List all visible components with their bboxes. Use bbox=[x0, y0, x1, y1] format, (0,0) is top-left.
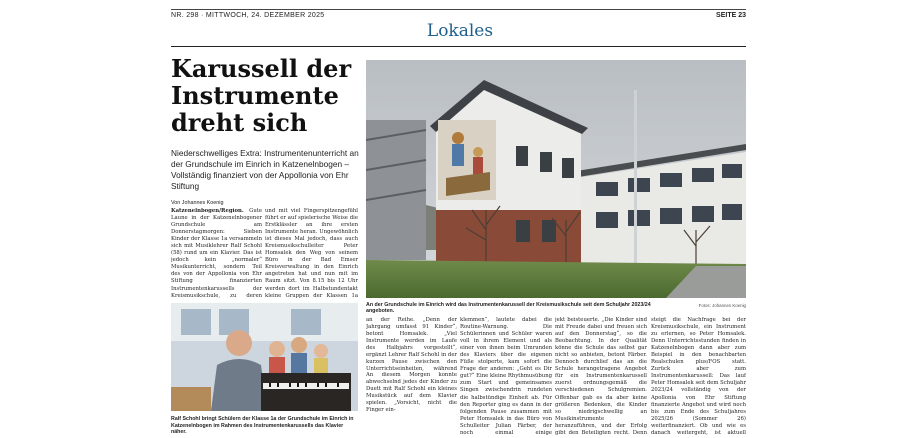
section-rule bbox=[171, 46, 746, 47]
main-photo-caption: An der Grundschule im Einrich wird das Instrumentenkarussell der Kreismusikschule seit dem Schuljahr 2023/24 angeboten. bbox=[366, 302, 651, 314]
body-text-1: Gute Laune in der Katzenelnbogener Grundschule am Donnerstagmorgen: Sieben Kinder der Klasse 1a versammeln sich mit Musiklehrer Ralf Schohl (58) rund um ein Klavier. Das ist jedoch kein „normaler“ Musikunterricht, sondern Teil des von der Appollonia von Ehr Stiftung finanzierten Instrumentenkarussells der Kreismusikschule, zu deren bbox=[171, 208, 262, 299]
school-building-photo bbox=[366, 60, 746, 298]
body-text-6: steigt die Nachfrage bei der Kreismusikschule, ein Instrument zu erlernen, so Peter Homsalek. Denn Unterrichtsstunden finden in Katzenelnbogen dann aber zum Beispiel in den benachbarten Realschulen plus/FOS statt. Zurück aber zum Instrumentenkarussell: Das lauf Peter Homsalek seit dem Schuljahr 2023/24 vollständig von der Apollonia von Ehr Stiftung finanzierte Angebot und wird noch bis zum Ende des Schuljahres 2025/26 (Sommer 26) weiterfinanziert. Ob und wie es danach weitergeht, ist aktuell bbox=[651, 317, 746, 435]
byline: Von Johannes Koenig bbox=[171, 200, 224, 206]
section-title: Lokales bbox=[426, 21, 494, 41]
body-text-4: klemmen“, lautete dabei die Routine-Warnung. Die Schülerinnen und Schüler waren voll in ihrem Element und als einer von ihnen beim Umrunden des Klaviers über die eigenen Füße stolperte, kam sofort die Frage der anderen: „Geht es Dir gut?“ Eine kleine Rhythmusübung zum Start und gemeinsames Singen zwischendrin rundeten die halbstündige Einheit ab. Für den Reporter ging es dann in der folgenden Pause zusammen mit Peter Homsalek in das Büro von Schulleiter Julian Färber, der noch einmal einige bbox=[460, 317, 552, 435]
top-rule bbox=[171, 9, 746, 10]
body-text-2: und mit viel Fingerspitzengefühl führt er auf spielerische Weise die Erstklässler an ihre ersten Instrumente heran. Ungewöhnlich ist dieses Mal jedoch, dass auch Kreismusikschulleiter Peter Homsalek den Weg von seinem Büro in der Bad Emser Kreisverwaltung in den Einrich angetreten hat und nun mit im Raum sitzt. Von 8.15 bis 12 Uhr werden dort im Halbstundentakt kleine Gruppen der Klassen 1a bbox=[265, 208, 358, 299]
body-column-1 bbox=[171, 208, 262, 300]
body-column-3 bbox=[366, 317, 457, 371]
body-column-6 bbox=[651, 317, 746, 435]
article-headline bbox=[171, 55, 361, 136]
issue-info: NR. 298 · MITTWOCH, 24. DEZEMBER 2025 bbox=[171, 12, 325, 19]
body-text-3b: An diesem Morgen konnte abwechselnd jedes der Kinder zu Duett mit Ralf Schohl ein kleines Musikstück auf dem Klavier spielen. „Vorsicht, nicht die Finger ein- bbox=[366, 372, 457, 414]
body-column-2 bbox=[265, 208, 358, 300]
body-text-3: an der Reihe. „Denn der Jahrgang umfasst 91 Kinder“, betont Homsalek. „Viel Instrumente werden im Laufe des Halbjahrs vorgestellt“, ergänzt Lehrer Ralf Schohl in der kurzen Pause zwischen den Unterrichtseinheiten, während bbox=[366, 317, 457, 371]
headline-line-2: Instrumente bbox=[171, 81, 339, 110]
article-subheadline: Niederschwelliges Extra: Instrumentenunterricht an der Grundschule im Einrich in Katzenelnbogen – Vollständig finanziert von der Appollonia von Ehr Stiftung bbox=[171, 148, 359, 191]
body-column-3b bbox=[366, 372, 457, 435]
body-column-5 bbox=[555, 317, 647, 435]
page-number: SEITE 23 bbox=[716, 12, 746, 19]
headline-line-1: Karussell der bbox=[171, 54, 352, 83]
headline-line-3: dreht sich bbox=[171, 108, 308, 137]
piano-lesson-photo bbox=[171, 303, 358, 411]
body-column-4 bbox=[460, 317, 552, 435]
dateline: Katzenelnbogen/Region. bbox=[171, 208, 244, 214]
small-photo-caption: Ralf Schohl bringt Schülern der Klasse 1a der Grundschule im Einrich in Katzenelnbogen im Rahmen des Instrumentenkarussells das Klavier näher. bbox=[171, 416, 354, 436]
wall-mural bbox=[438, 120, 496, 200]
photo-credit: Fotos: Johannes Koenig bbox=[698, 303, 746, 308]
body-text-5: jekt beisteuerte. „Die Kinder sind mit Freude dabei und freuen sich auf den Donnerstag“, so die Beobachtung. In der Qualität könne die Schule das selbst gar nicht so anbieten, betont Färber. Dennoch durchlief das an die Schule herangetragene Angebot für ein Instrumentenkarussell zuerst ordnungsgemäß die verschiedenen Schulgremien. Offenbar gab es da aber keine größeren Bedenken, die Kinder so niedrigschwellig an Musikinstrumente heranzuführen, und der Erfolg gibt den Beteiligten recht. Denn bbox=[555, 317, 647, 435]
